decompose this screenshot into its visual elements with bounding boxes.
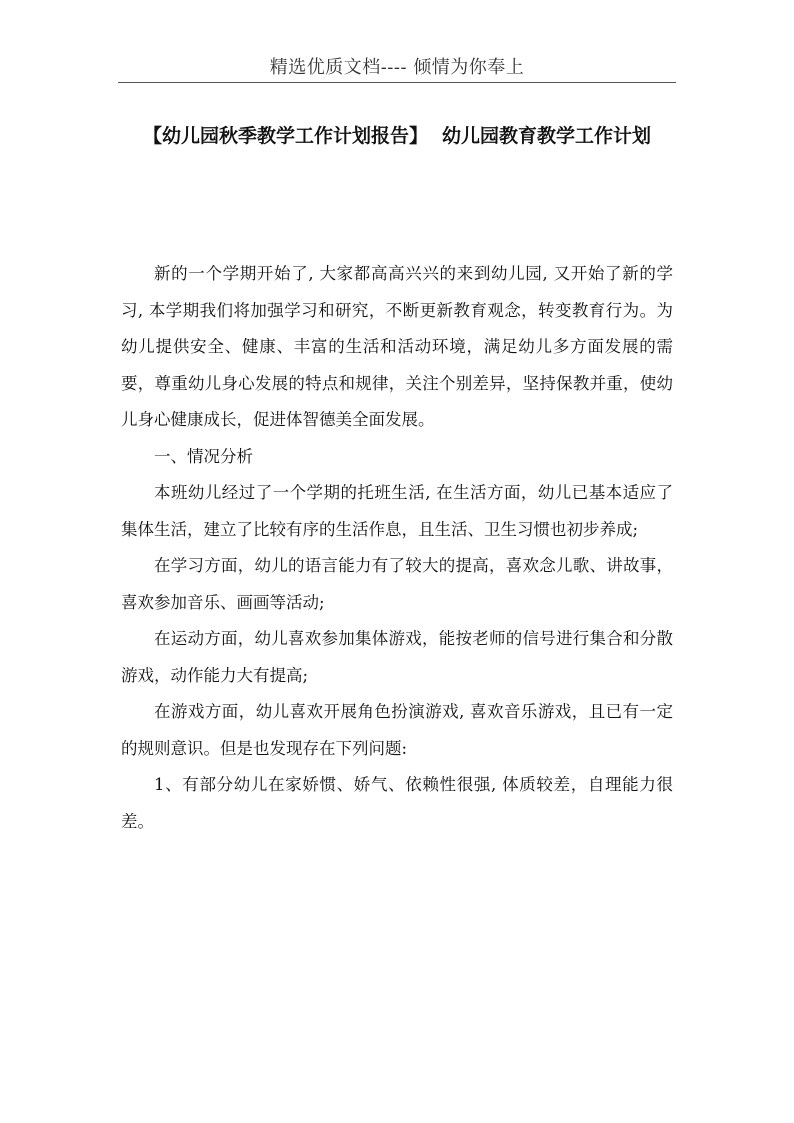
- paragraph-sports-aspect: 在运动方面，幼儿喜欢参加集体游戏，能按老师的信号进行集合和分散游戏，动作能力大有提高;: [121, 629, 673, 685]
- document-title: [118, 116, 676, 156]
- paragraph-game-aspect: 在游戏方面，幼儿喜欢开展角色扮演游戏, 喜欢音乐游戏，且已有一定的规则意识。但是也发现存在下列问题:: [121, 702, 673, 758]
- title-part-1: 【幼儿园秋季教学工作计划报告】: [142, 125, 428, 147]
- title-part-2: 幼儿园教育教学工作计划: [442, 125, 652, 147]
- paragraph-learning-aspect: 在学习方面，幼儿的语言能力有了较大的提高，喜欢念儿歌、讲故事，喜欢参加音乐、画画等活动;: [121, 556, 673, 612]
- document-body: [121, 256, 673, 840]
- section-heading-situation-analysis: 一、情况分析: [154, 446, 253, 466]
- paragraph-problem-1: 1、有部分幼儿在家娇惯、娇气、依赖性很强, 体质较差，自理能力很差。: [121, 775, 673, 831]
- page-header: 精选优质文档---- 倾情为你奉上: [269, 57, 525, 78]
- intro-paragraph: 新的一个学期开始了, 大家都高高兴兴的来到幼儿园, 又开始了新的学习, 本学期我们将加强学习和研究，不断更新教育观念，转变教育行为。为幼儿提供安全、健康、丰富的生活和活动环境，满足幼儿多方面发展的需要，尊重幼儿身心发展的特点和规律，关注个别差异，坚持保教并重，使幼儿身心健康成长，促进体智德美全面发展。: [121, 264, 673, 429]
- header-divider: [118, 82, 676, 83]
- paragraph-life-aspect: 本班幼儿经过了一个学期的托班生活, 在生活方面，幼儿已基本适应了集体生活，建立了比较有序的生活作息，且生活、卫生习惯也初步养成;: [121, 483, 673, 539]
